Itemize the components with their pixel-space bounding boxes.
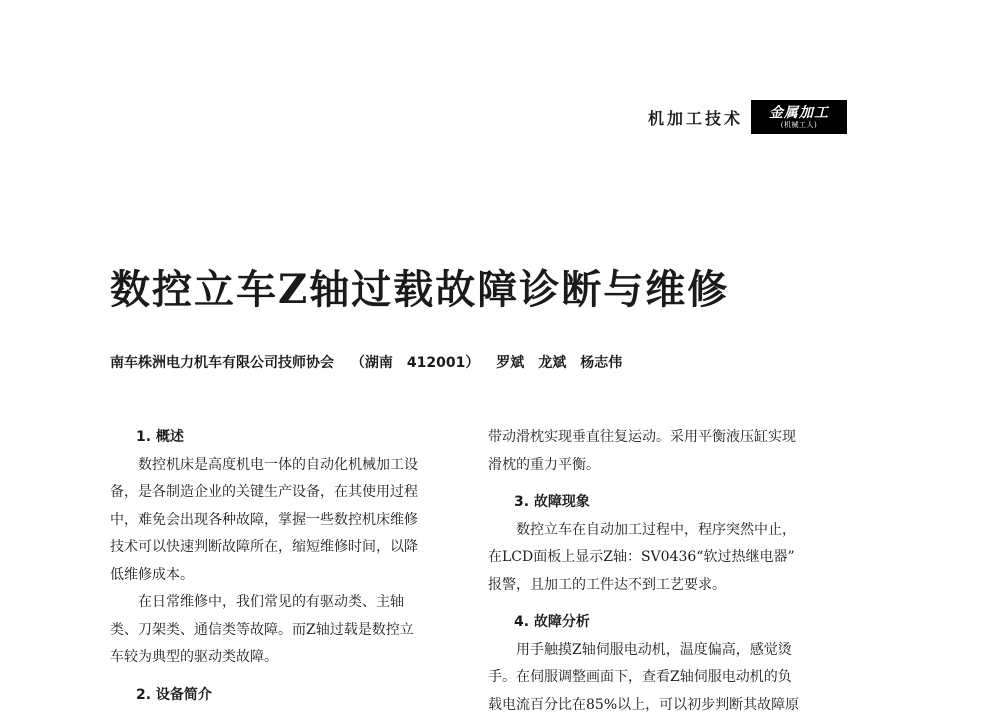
paragraph-line: 手。在伺服调整画面下，查看Z轴伺服电动机的负 [488, 669, 792, 685]
paragraph-line: 用手触摸Z轴伺服电动机，温度偏高，感觉烫 [516, 641, 792, 658]
paragraph-line: 中，难免会出现各种故障，掌握一些数控机床维修 [110, 511, 418, 528]
paragraph-line: 在日常维修中，我们常见的有驱动类、主轴 [138, 594, 404, 610]
paragraph-line: 低维修成本。 [110, 566, 194, 583]
logo-sub-text: (机械工人) [780, 120, 818, 129]
paragraph-line: 数控立车在自动加工过程中，程序突然中止， [516, 521, 796, 538]
paragraph-line: 类、刀架类、通信类等故障。而Z轴过载是数控立 [110, 621, 414, 638]
organization: 南车株洲电力机车有限公司技师协会 [110, 355, 334, 371]
section-heading-symptom: 3. 故障现象 [514, 494, 590, 510]
authors: 罗斌 龙斌 杨志伟 [496, 355, 623, 371]
section-heading-analysis: 4. 故障分析 [514, 614, 590, 630]
journal-logo [751, 100, 847, 134]
section-heading-overview: 1. 概述 [136, 429, 184, 445]
section-heading-equipment: 2. 设备简介 [136, 686, 212, 703]
paragraph-line: 滑枕的重力平衡。 [488, 456, 600, 473]
paragraph-line: 车较为典型的驱动类故障。 [110, 649, 278, 665]
paragraph-line: 备，是各制造企业的关键生产设备，在其使用过程 [110, 484, 418, 500]
paragraph-line: 报警，且加工的工件达不到工艺要求。 [488, 576, 726, 593]
paragraph-line: 在LCD面板上显示Z轴：SV0436“软过热继电器” [488, 549, 795, 565]
paragraph-line: 带动滑枕实现垂直往复运动。采用平衡液压缸实现 [488, 429, 796, 445]
author-affiliation [110, 352, 622, 372]
location: （湖南 412001） [350, 355, 480, 371]
right-column [488, 424, 833, 712]
article-title: 数控立车Z轴过载故障诊断与维修 [110, 266, 730, 313]
left-column [110, 424, 455, 709]
paragraph-line: 载电流百分比在85%以上，可以初步判断其故障原 [488, 696, 800, 712]
section-label: 机加工技术 [648, 108, 744, 128]
logo-main-text: 金属加工 [769, 104, 830, 121]
journal-header [648, 100, 847, 134]
paragraph-line: 技术可以快速判断故障所在，缩短维修时间，以降 [110, 539, 418, 555]
paragraph-line: 数控机床是高度机电一体的自动化机械加工设 [138, 456, 418, 473]
